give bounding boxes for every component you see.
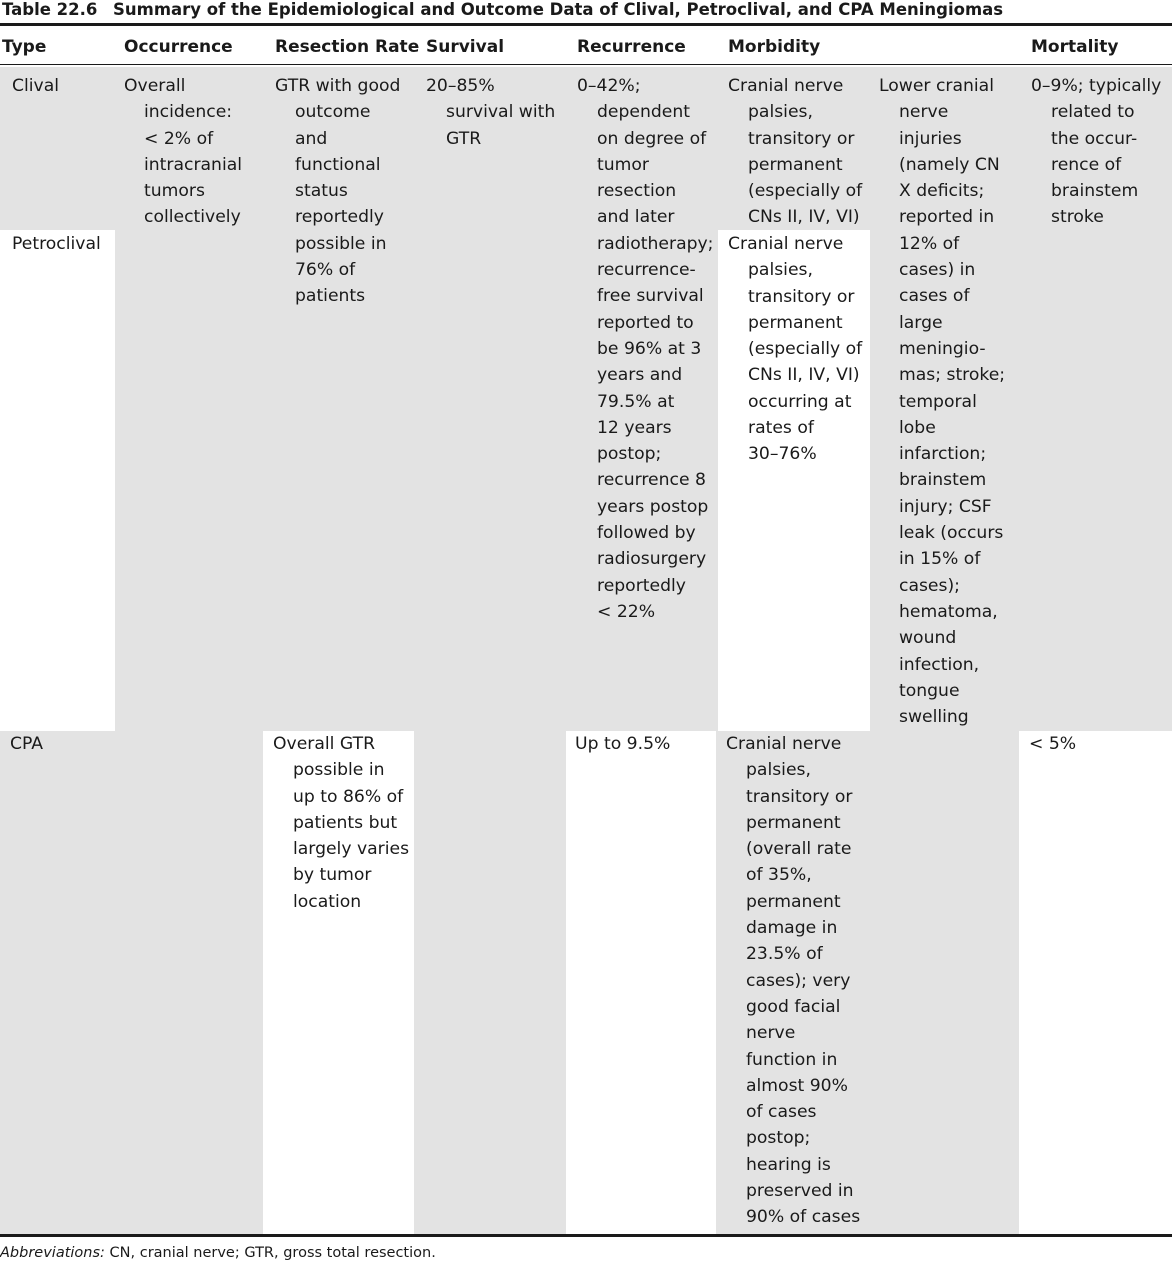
header-resection-rate: Resection Rate	[275, 37, 420, 57]
clival-occurrence: Overall incidence: < 2% of intracranial tumors collectively	[124, 76, 243, 228]
petroclival-type: Petroclival	[12, 234, 101, 254]
header-survival: Survival	[426, 37, 505, 57]
table-title: Summary of the Epidemiological and Outcome Data of Clival, Petroclival, and CPA Meningiomas	[113, 0, 1004, 19]
footnote	[0, 1243, 436, 1263]
clival-mortality: 0–9%; typically related to the occur- rence of brainstem stroke	[1031, 76, 1162, 228]
header-mortality: Mortality	[1031, 37, 1119, 57]
cpa-morbidity: Cranial nerve palsies, transitory or permanent (overall rate of 35%, permanent damage in 23.5% of cases); very good facial nerve function in almost 90% of cases postop; hearing is preserved in 90% of cases	[726, 734, 861, 1228]
cpa-type: CPA	[10, 734, 44, 754]
table-caption	[2, 0, 1003, 22]
table-number: Table 22.6	[2, 0, 98, 19]
clival-survival: 20–85% survival with GTR	[426, 76, 556, 149]
shade-cpa-type	[0, 731, 263, 1234]
bottom-rule	[0, 1234, 1172, 1237]
header-type: Type	[2, 37, 47, 57]
top-rule	[0, 23, 1172, 26]
cpa-resection-rate: Overall GTR possible in up to 86% of patients but largely varies by tumor location	[273, 734, 410, 912]
header-recurrence: Recurrence	[577, 37, 686, 57]
petroclival-morbidity: Cranial nerve palsies, transitory or permanent (especially of CNs II, IV, VI) occurring at rates of 30–76%	[728, 234, 863, 465]
header-occurrence: Occurrence	[124, 37, 233, 57]
cpa-recurrence: Up to 9.5%	[575, 734, 671, 754]
header-morbidity: Morbidity	[728, 37, 821, 57]
clival-morbidity: Cranial nerve palsies, transitory or permanent (especially of CNs II, IV, VI)	[728, 76, 863, 228]
clival-recurrence: 0–42%; dependent on degree of tumor resection and later radiotherapy; recurrence- free survival reported to be 96% at 3 years and 79.5% at 12 years postop; recurrence 8 years postop followed by radiosurgery reportedly < 22%	[577, 76, 714, 622]
clival-resection-rate: GTR with good outcome and functional status reportedly possible in 76% of patients	[275, 76, 401, 307]
footnote-text: CN, cranial nerve; GTR, gross total resection.	[104, 1245, 436, 1261]
footnote-label: Abbreviations:	[0, 1245, 105, 1261]
clival-type: Clival	[12, 76, 60, 96]
header-rule	[0, 64, 1172, 65]
shade-cpa-survival	[414, 731, 566, 1234]
cpa-mortality: < 5%	[1029, 734, 1077, 754]
clival-morbidity-other: Lower cranial nerve injuries (namely CN X deficits; reported in 12% of cases) in cases of large meningio- mas; stroke; temporal lobe infarction; brainstem injury; CSF leak (occurs in 15% of cases); hematoma, wound infection, tongue swelling	[879, 76, 1006, 728]
